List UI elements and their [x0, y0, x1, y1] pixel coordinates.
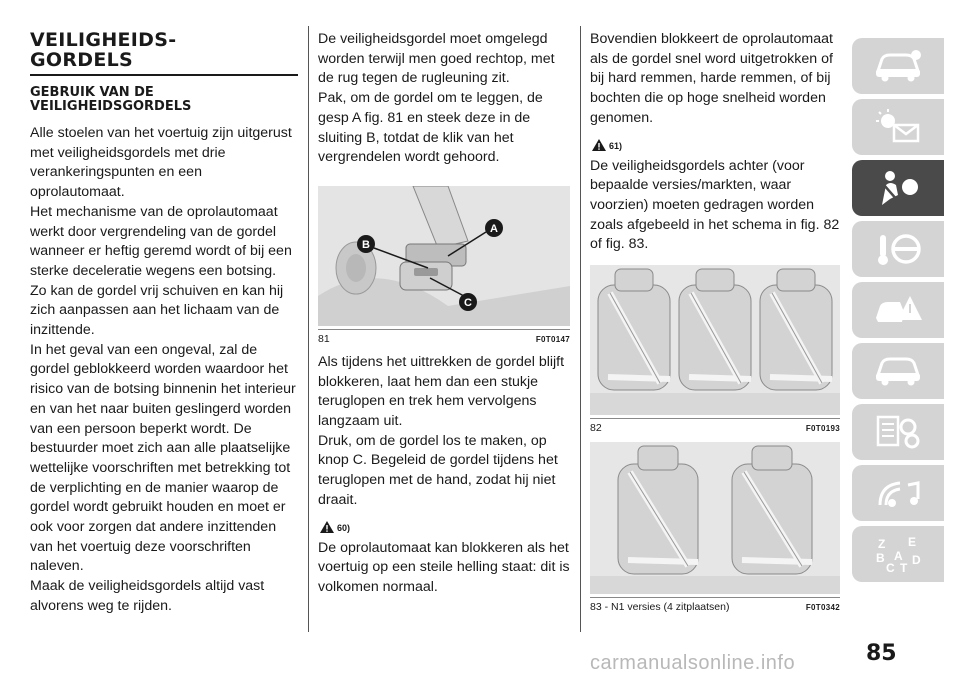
paragraph: De veiligheidsgordels achter (voor bepaalde versies/markten, waar voorzien) moeten gedragen worden zoals afgebeeld in het schema in fig. 82 of fig. 83.	[590, 157, 840, 253]
tab-maintenance[interactable]	[852, 343, 944, 399]
settings-gears-icon	[872, 413, 924, 451]
n1-rear-seats-illustration	[590, 442, 840, 594]
figure-code: F0T0193	[805, 424, 840, 434]
figure-83	[590, 442, 840, 613]
paragraph: Alle stoelen van het voertuig zijn uitgerust met veiligheidsgordels met drie verankeringspunten en een oprolautomaat.	[30, 125, 292, 201]
figure-81	[318, 186, 570, 345]
tab-index[interactable]	[852, 526, 944, 582]
figure-number: 82	[590, 422, 602, 435]
tab-safety[interactable]	[852, 160, 944, 216]
warning-triangle-icon	[592, 139, 606, 151]
rear-seats-illustration	[590, 265, 840, 415]
figure-caption	[590, 597, 840, 613]
figure-83-image	[590, 442, 840, 594]
tab-dashboard[interactable]	[852, 99, 944, 155]
dashboard-lights-icon	[872, 109, 924, 145]
warning-triangle-icon	[320, 521, 334, 533]
tab-technical-data[interactable]	[852, 404, 944, 460]
column-1	[30, 30, 298, 617]
paragraph: Pak, om de gordel om te leggen, de gesp A fig. 81 en steek deze in de sluiting B, totdat de klik van het vergrendelen wordt gehoord.	[318, 90, 543, 166]
paragraph: De veiligheidsgordel moet omgelegd worden terwijl men goed rechtop, met de rug tegen de rugleuning zit.	[318, 31, 555, 87]
buckle-illustration	[318, 186, 570, 326]
svg-text:C: C	[886, 561, 895, 574]
figure-code: F0T0342	[805, 603, 840, 613]
car-icon	[872, 49, 924, 83]
svg-text:Z: Z	[878, 537, 886, 551]
warning-reference: 60)	[320, 521, 570, 533]
tab-starting-driving[interactable]	[852, 221, 944, 277]
warning-reference: 61)	[592, 139, 840, 151]
paragraph: Bovendien blokkeert de oprolautomaat als de gordel snel word uitgetrokken of bij hard remmen, harde remmen, of bij bochten die op hoge snelheid worden genomen.	[590, 31, 833, 126]
svg-text:A: A	[894, 549, 903, 563]
figure-82-image	[590, 265, 840, 415]
index-letters-icon	[872, 534, 924, 574]
svg-text:D: D	[912, 553, 921, 567]
svg-text:E: E	[908, 535, 917, 549]
svg-text:T: T	[900, 561, 908, 574]
callout-b: B	[362, 238, 370, 251]
column-divider-2	[580, 26, 581, 632]
section-title: VEILIGHEIDS- GORDELS	[30, 29, 177, 71]
site-watermark: carmanualsonline.info	[590, 652, 796, 674]
section-subtitle: GEBRUIK VAN DE VEILIGHEIDSGORDELS	[30, 85, 192, 114]
svg-text:B: B	[876, 551, 885, 565]
warning-car-icon	[872, 292, 924, 328]
figure-number: 83 - N1 versies (4 zitplaatsen)	[590, 601, 730, 614]
chapter-tabs	[852, 38, 944, 587]
column-2	[318, 30, 570, 598]
column-divider-1	[308, 26, 309, 632]
figure-caption	[318, 329, 570, 345]
multimedia-icon	[872, 475, 924, 511]
figure-code: F0T0147	[535, 334, 570, 344]
title-rule	[30, 74, 298, 76]
column-3	[590, 30, 840, 613]
steering-key-icon	[872, 231, 924, 267]
tab-multimedia[interactable]	[852, 465, 944, 521]
paragraph: De oprolautomaat kan blokkeren als het voertuig op een steile helling staat: dit is volkomen normaal.	[318, 539, 570, 595]
paragraph: Maak de veiligheidsgordels altijd vast alvorens weg te rijden.	[30, 578, 265, 614]
callout-c: C	[464, 296, 472, 309]
callout-a: A	[490, 222, 498, 235]
figure-caption	[590, 418, 840, 434]
airbag-seatbelt-icon	[872, 169, 924, 207]
tab-emergency[interactable]	[852, 282, 944, 338]
paragraph: In het geval van een ongeval, zal de gordel geblokkeerd worden waardoor het risico van de botsing binnenin het interieur en van het naar buiten geslingerd worden van een persoon beperkt wordt. De bestuurder moet zich aan alle plaatselijke wettelijke voorschriften met betrekking tot de verplichting en de manier waarop de gordel wordt gebruikt houden en moet er ook voor zorgen dat andere inzittenden van het voertuig deze voorschriften naleven.	[30, 341, 296, 575]
tab-vehicle-intro[interactable]	[852, 38, 944, 94]
paragraph: Het mechanisme van de oprolautomaat werkt door vergrendeling van de gordel wanneer er heftig geremd wordt of bij een sterke deceleratie wegens een botsing.	[30, 203, 292, 279]
paragraph: Druk, om de gordel los te maken, op knop C. Begeleid de gordel tijdens het teruglopen met de hand, zodat hij niet draait.	[318, 432, 558, 508]
figure-82	[590, 265, 840, 434]
page-number: 85	[866, 641, 897, 666]
paragraph: Als tijdens het uittrekken de gordel blijft blokkeren, laat hem dan een stukje teruglopen en trek hem vervolgens langzaam uit.	[318, 353, 565, 430]
paragraph: Zo kan de gordel vrij schuiven en kan hij zich aanpassen aan het lichaam van de inzittende.	[30, 282, 284, 339]
car-maintenance-icon	[872, 353, 924, 389]
figure-81-image	[318, 186, 570, 326]
figure-number: 81	[318, 332, 330, 345]
